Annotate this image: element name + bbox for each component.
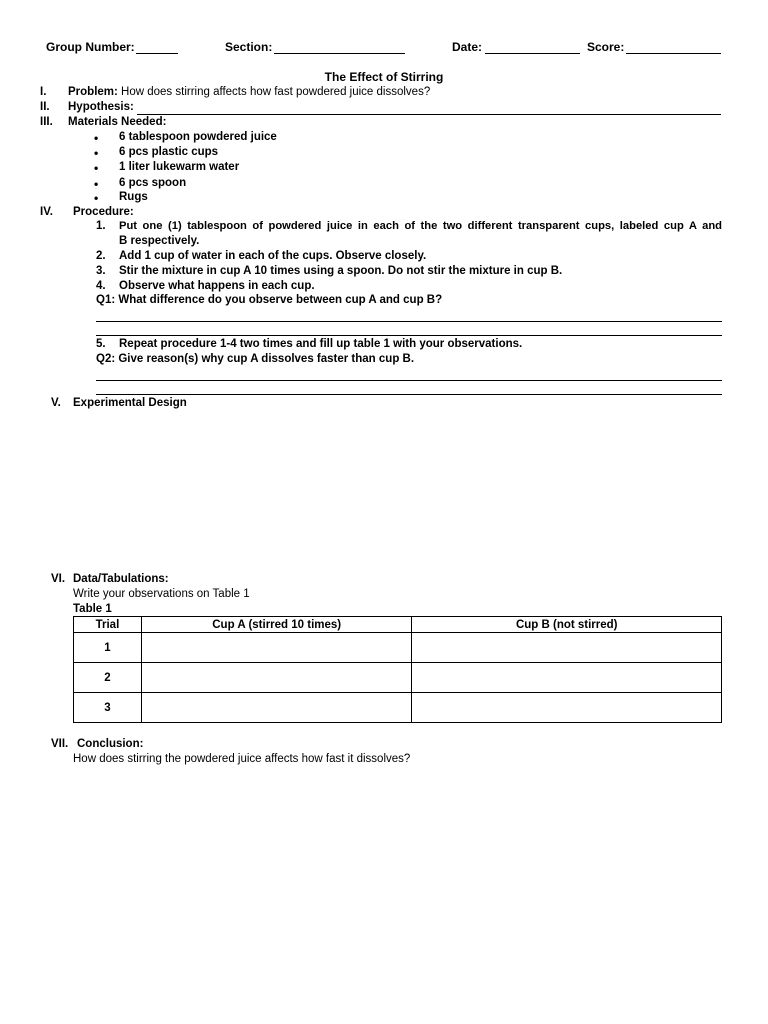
trial-number: 1 — [74, 633, 142, 663]
step-2-text: Add 1 cup of water in each of the cups. Observe closely. — [119, 250, 427, 262]
step-1-text-cont: B respectively. — [119, 235, 200, 247]
q2-answer-line[interactable] — [96, 380, 722, 381]
step-1-text: Put one (1) tablespoon of powdered juice in each of the two different transparent cups, labeled cup A and — [119, 220, 722, 232]
materials-label: Materials Needed: — [68, 116, 167, 128]
column-header-cup-b: Cup B (not stirred) — [412, 617, 722, 633]
page-title: The Effect of Stirring — [324, 70, 444, 84]
section-label: Section: — [225, 40, 273, 54]
group-number-field[interactable] — [136, 53, 178, 54]
design-drawing-area[interactable] — [73, 414, 722, 564]
conclusion-answer-area[interactable] — [73, 770, 722, 970]
problem-row — [68, 86, 430, 98]
step-number: 5. — [96, 338, 106, 350]
design-numeral: V. — [51, 397, 61, 409]
problem-text: How does stirring affects how fast powdered juice dissolves? — [121, 86, 431, 98]
step-number: 4. — [96, 280, 106, 292]
problem-numeral: I. — [40, 86, 47, 98]
cup-a-cell[interactable] — [141, 633, 412, 663]
conclusion-label: Conclusion: — [77, 738, 144, 750]
data-label: Data/Tabulations: — [73, 573, 169, 585]
materials-numeral: III. — [40, 116, 53, 128]
date-label: Date: — [452, 40, 483, 54]
q1-answer-line[interactable] — [96, 335, 722, 336]
step-number: 3. — [96, 265, 106, 277]
trial-number: 2 — [74, 663, 142, 693]
step-number: 1. — [96, 220, 106, 232]
column-header-cup-a: Cup A (stirred 10 times) — [141, 617, 412, 633]
table-row — [74, 663, 722, 693]
q1-answer-line[interactable] — [96, 321, 722, 322]
question-1: Q1: What difference do you observe between cup A and cup B? — [96, 294, 443, 306]
data-instruction: Write your observations on Table 1 — [73, 588, 250, 600]
design-label: Experimental Design — [73, 397, 187, 409]
table-row — [74, 693, 722, 723]
table-title: Table 1 — [73, 603, 112, 615]
hypothesis-answer-line[interactable] — [137, 114, 721, 115]
hypothesis-numeral: II. — [40, 101, 50, 113]
cup-a-cell[interactable] — [141, 693, 412, 723]
column-header-trial: Trial — [74, 617, 142, 633]
cup-b-cell[interactable] — [412, 663, 722, 693]
material-item: • 6 tablespoon powdered juice — [119, 131, 277, 143]
data-numeral: VI. — [51, 573, 66, 585]
hypothesis-label: Hypothesis: — [68, 101, 134, 113]
material-item: • Rugs — [119, 191, 148, 203]
cup-a-cell[interactable] — [141, 663, 412, 693]
table-row — [74, 633, 722, 663]
question-2: Q2: Give reason(s) why cup A dissolves faster than cup B. — [96, 353, 415, 365]
problem-label: Problem: — [68, 86, 118, 98]
procedure-numeral: IV. — [40, 206, 54, 218]
material-item: • 6 pcs spoon — [119, 177, 186, 189]
procedure-label: Procedure: — [73, 206, 134, 218]
material-item: • 1 liter lukewarm water — [119, 161, 239, 173]
q2-answer-line[interactable] — [96, 394, 722, 395]
step-5-text: Repeat procedure 1-4 two times and fill up table 1 with your observations. — [119, 338, 523, 350]
cup-b-cell[interactable] — [412, 693, 722, 723]
material-item: • 6 pcs plastic cups — [119, 146, 218, 158]
step-number: 2. — [96, 250, 106, 262]
score-field[interactable] — [626, 53, 721, 54]
observation-table — [73, 616, 722, 723]
cup-b-cell[interactable] — [412, 633, 722, 663]
step-3-text: Stir the mixture in cup A 10 times using a spoon. Do not stir the mixture in cup B. — [119, 265, 563, 277]
conclusion-numeral: VII. — [51, 738, 69, 750]
table-header-row — [74, 617, 722, 633]
score-label: Score: — [587, 40, 625, 54]
trial-number: 3 — [74, 693, 142, 723]
step-4-text: Observe what happens in each cup. — [119, 280, 315, 292]
group-number-label: Group Number: — [46, 40, 135, 54]
section-field[interactable] — [274, 53, 405, 54]
date-field[interactable] — [485, 53, 580, 54]
conclusion-question: How does stirring the powdered juice affects how fast it dissolves? — [73, 753, 411, 765]
